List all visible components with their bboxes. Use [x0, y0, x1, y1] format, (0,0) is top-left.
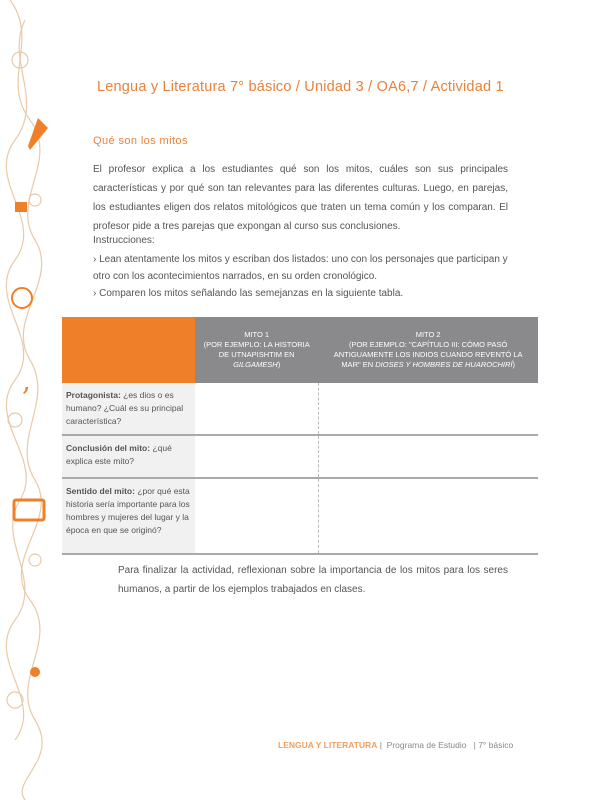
table-row [62, 435, 538, 478]
answer-cell[interactable] [318, 435, 538, 478]
answer-cell[interactable] [195, 383, 318, 435]
closing-paragraph: Para finalizar la actividad, reflexionan sobre la importancia de los mitos para los seres humanos, a partir de los ejemplos trabajados en clases. [118, 565, 508, 595]
instruction-item: › Comparen los mitos señalando las semejanzas en la siguiente tabla. [93, 288, 404, 299]
decorative-doodle-border [0, 0, 60, 800]
answer-cell[interactable] [195, 478, 318, 554]
comparison-table [62, 317, 538, 555]
answer-cell[interactable] [318, 383, 538, 435]
instruction-text: Comparen los mitos señalando las semejanzas en la siguiente tabla. [99, 288, 404, 299]
table-corner-header [62, 317, 195, 383]
speech-bubble-icon [12, 288, 32, 308]
instruction-text: Lean atentamente los mitos y escriban dos listados: uno con los personajes que participan y otro con los acontecimientos narrados, en su orden cronológico. [93, 254, 508, 282]
instruction-item: › Lean atentamente los mitos y escriban dos listados: uno con los personajes que participan y otro con los acontecimientos narrados, en su orden cronológico. [93, 254, 508, 282]
microphone-icon [30, 667, 40, 677]
intro-paragraph: El profesor explica a los estudiantes qué son los mitos, cuáles son sus principales características y por qué son tan relevantes para las diferentes culturas. Luego, en parejas, los estudiantes eligen dos relatos mitológicos que traten un tema común y los comparan. El profesor pide a tres parejas que expongan al curso sus conclusiones. [93, 164, 508, 232]
page-title: Lengua y Literatura 7° básico / Unidad 3 / OA6,7 / Actividad 1 [97, 79, 504, 95]
comma-icon: , [22, 364, 31, 397]
quill-icon [28, 118, 48, 150]
row-label: Sentido del mito: ¿por qué esta historia sería importante para los hombres y mujeres del lugar y la época en que se originó? [62, 478, 195, 554]
instructions-label: Instrucciones: [93, 235, 155, 246]
table-row [62, 478, 538, 554]
header-myth-2: MITO 2 (POR EJEMPLO: "CAPÍTULO III: CÓMO PASÓ ANTIGUAMENTE LOS INDIOS CUANDO REVENTÓ LA MAR" EN DIOSES Y HOMBRES DE HUAROCHIRÍ) [318, 317, 538, 383]
section-title: Qué son los mitos [93, 135, 188, 147]
answer-cell[interactable] [318, 478, 538, 554]
row-label: Protagonista: ¿es dios o es humano? ¿Cuál es su principal característica? [62, 383, 195, 435]
footer: LENGUA Y LITERATURA | Programa de Estudio | 7° básico [278, 740, 514, 750]
ink-icon [15, 202, 27, 212]
header-myth-1: MITO 1 (POR EJEMPLO: LA HISTORIA DE UTNAPISHTIM EN GILGAMESH) [195, 317, 318, 383]
table-row [62, 383, 538, 435]
answer-cell[interactable] [195, 435, 318, 478]
row-label: Conclusión del mito: ¿qué explica este mito? [62, 435, 195, 478]
